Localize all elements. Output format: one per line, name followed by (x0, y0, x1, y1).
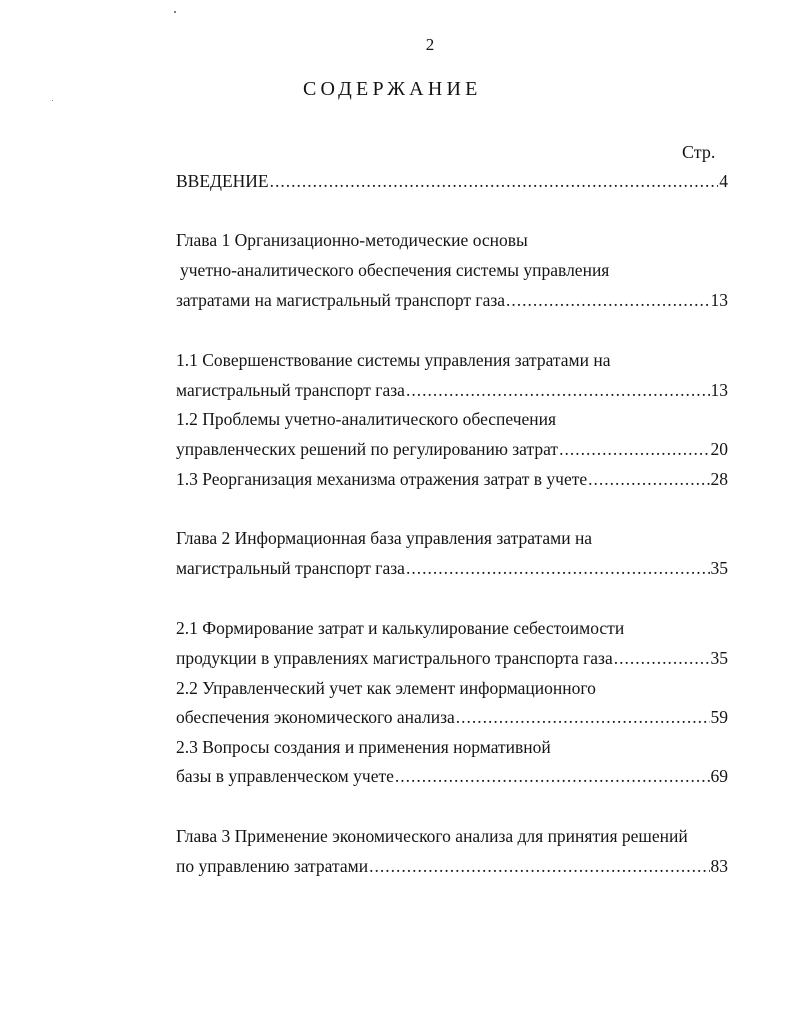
entry-page: 13 (710, 380, 728, 400)
section-2-3-line-1: 2.3 Вопросы создания и применения нормативной (176, 737, 551, 757)
scan-speck (174, 11, 176, 13)
dot-leader (270, 170, 719, 192)
dot-leader (588, 468, 709, 490)
chapter-3-heading-line-1: Глава 3 Применение экономического анализа для принятия решений (176, 826, 688, 846)
dot-leader (614, 647, 710, 669)
page-number: 2 (425, 35, 435, 54)
toc-entry-section-2-3 (176, 765, 728, 787)
toc-entry-section-1-3 (176, 468, 728, 490)
entry-page: 35 (710, 558, 728, 578)
entry-page: 83 (710, 856, 728, 876)
entry-page: 59 (710, 707, 728, 727)
section-2-2-line-1: 2.2 Управленческий учет как элемент информационного (176, 678, 596, 698)
page-column-header: Стр. (682, 142, 716, 162)
entry-text: 1.3 Реорганизация механизма отражения затрат в учете (176, 469, 588, 489)
entry-text: затратами на магистральный транспорт газа (176, 290, 506, 310)
section-2-1-line-1: 2.1 Формирование затрат и калькулирование себестоимости (176, 618, 625, 638)
section-1-2-line-1: 1.2 Проблемы учетно-аналитического обеспечения (176, 409, 557, 429)
chapter-1-heading-line-2: учетно-аналитического обеспечения системы управления (180, 260, 610, 280)
chapter-2-heading-line-1: Глава 2 Информационная база управления затратами на (176, 528, 593, 548)
toc-entry-section-2-2 (176, 706, 728, 728)
dot-leader (506, 289, 709, 311)
entry-text: магистральный транспорт газа (176, 558, 405, 578)
dot-leader (406, 379, 710, 401)
toc-entry-chapter-3 (176, 855, 728, 877)
toc-entry-chapter-1 (176, 289, 728, 311)
entry-page: 20 (710, 439, 728, 459)
entry-text: продукции в управлениях магистрального транспорта газа (176, 648, 613, 668)
dot-leader (395, 765, 710, 787)
toc-entry-section-1-2 (176, 438, 728, 460)
dot-leader (559, 438, 709, 460)
entry-page: 35 (710, 648, 728, 668)
dot-leader (456, 706, 710, 728)
toc-entry-section-1-1 (176, 379, 728, 401)
entry-text: управленческих решений по регулированию затрат (176, 439, 559, 459)
chapter-1-heading-line-1: Глава 1 Организационно-методические основы (176, 230, 528, 250)
entry-text: ВВЕДЕНИЕ (176, 171, 269, 191)
entry-page: 13 (710, 290, 728, 310)
dot-leader (369, 855, 709, 877)
entry-page: 28 (710, 469, 728, 489)
dot-leader (406, 557, 710, 579)
entry-text: базы в управленческом учете (176, 766, 394, 786)
toc-entry-section-2-1 (176, 647, 728, 669)
entry-text: по управлению затратами (176, 856, 369, 876)
toc-entry-chapter-2 (176, 557, 728, 579)
scan-speck (52, 100, 53, 101)
entry-page: 69 (710, 766, 728, 786)
entry-page: 4 (719, 171, 728, 191)
toc-title: СОДЕРЖАНИЕ (303, 78, 482, 100)
toc-entry-introduction (176, 170, 728, 192)
section-1-1-line-1: 1.1 Совершенствование системы управления затратами на (176, 350, 611, 370)
entry-text: магистральный транспорт газа (176, 380, 405, 400)
entry-text: обеспечения экономического анализа (176, 707, 455, 727)
